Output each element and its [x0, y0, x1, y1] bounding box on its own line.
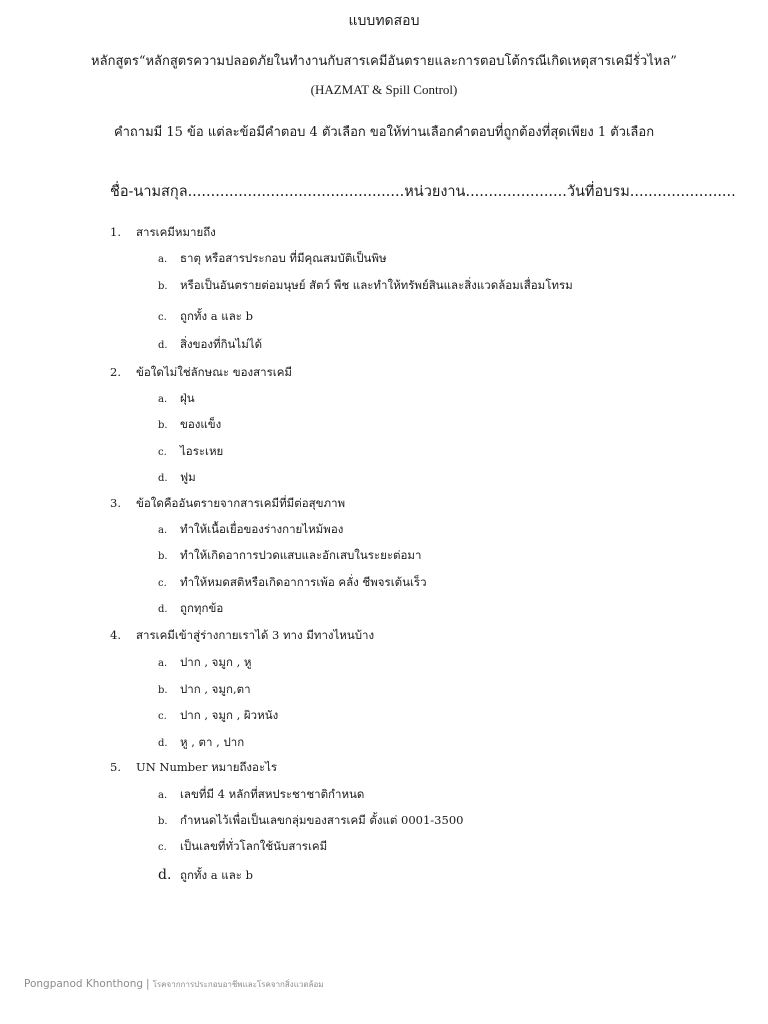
option-4a[interactable] — [158, 654, 252, 672]
question-2 — [110, 364, 292, 382]
option-letter: d. — [158, 473, 168, 484]
question-4 — [110, 627, 374, 645]
option-text: ปาก , จมูก , หู — [180, 655, 252, 669]
page-footer — [24, 978, 324, 991]
question-text: UN Number หมายถึงอะไร — [136, 760, 278, 774]
option-5c[interactable] — [158, 838, 327, 856]
option-1d[interactable] — [158, 336, 262, 354]
option-letter: a. — [158, 790, 168, 801]
option-text: ธาตุ หรือสารประกอบ ที่มีคุณสมบัติเป็นพิษ — [180, 251, 387, 265]
question-number: 1. — [110, 225, 121, 239]
date-label: วันที่อบรม — [566, 184, 630, 200]
option-text: ไอระเหย — [180, 444, 224, 458]
question-number: 4. — [110, 628, 121, 642]
question-text: ข้อใดไม่ใช่ลักษณะ ของสารเคมี — [136, 365, 292, 379]
option-text: ทำให้เนื้อเยื่อของร่างกายไหม้พอง — [180, 522, 344, 536]
option-text: ปาก , จมูก , ผิวหนัง — [180, 708, 279, 722]
option-text: ฝุ่น — [180, 391, 195, 405]
option-3b[interactable] — [158, 547, 421, 565]
question-number: 2. — [110, 365, 121, 379]
option-text: หรือเป็นอันตรายต่อมนุษย์ สัตว์ พืช และทำให้ทรัพย์สินและสิ่งแวดล้อมเสื่อมโทรม — [180, 278, 573, 292]
option-text: เป็นเลขที่ทั่วโลกใช้นับสารเคมี — [180, 839, 328, 853]
option-text: ปาก , จมูก,ตา — [180, 682, 251, 696]
question-5 — [110, 759, 277, 777]
option-1b[interactable] — [158, 277, 573, 295]
option-5d[interactable] — [158, 867, 253, 885]
option-letter: d. — [158, 340, 168, 351]
option-4d[interactable] — [158, 734, 244, 752]
option-letter: c. — [158, 312, 167, 323]
option-text: หู , ตา , ปาก — [180, 735, 245, 749]
option-text: กำหนดไว้เพื่อเป็นเลขกลุ่มของสารเคมี ตั้งแต่ 0001-3500 — [180, 813, 464, 827]
question-text: ข้อใดคืออันตรายจากสารเคมีที่มีต่อสุขภาพ — [136, 496, 346, 510]
option-text: ทำให้หมดสติหรือเกิดอาการเพ้อ คลั่ง ชีพจรเต้นเร็ว — [180, 575, 427, 589]
option-3c[interactable] — [158, 574, 427, 592]
name-blank[interactable]: ............................................... — [187, 184, 405, 200]
option-letter: a. — [158, 254, 168, 265]
option-letter: b. — [158, 816, 168, 827]
participant-info-line — [110, 180, 736, 203]
option-4c[interactable] — [158, 707, 278, 725]
option-2d[interactable] — [158, 469, 196, 487]
course-title: หลักสูตร“หลักสูตรความปลอดภัยในทำงานกับสารเคมีอันตรายและการตอบโต้กรณีเกิดเหตุสารเคมีรั่วไหล” — [91, 54, 677, 69]
option-text: สิ่งของที่กินไม่ได้ — [180, 337, 263, 351]
option-letter: c. — [158, 578, 167, 589]
option-letter: b. — [158, 685, 168, 696]
question-text: สารเคมีหมายถึง — [136, 225, 216, 239]
option-text: ทำให้เกิดอาการปวดแสบและอักเสบในระยะต่อมา — [180, 548, 422, 562]
option-letter: a. — [158, 658, 168, 669]
option-2a[interactable] — [158, 390, 195, 408]
option-text: ของแข็ง — [180, 417, 222, 431]
option-letter: b. — [158, 281, 168, 292]
option-letter: d. — [158, 738, 168, 749]
option-text: ถูกทุกข้อ — [180, 601, 224, 615]
option-letter: c. — [158, 711, 167, 722]
question-3 — [110, 495, 345, 513]
option-letter: c. — [158, 842, 167, 853]
question-text: สารเคมีเข้าสู่ร่างกายเราได้ 3 ทาง มีทางไหนบ้าง — [136, 628, 375, 642]
instruction-text: คำถามมี 15 ข้อ แต่ละข้อมีคำตอบ 4 ตัวเลือก ขอให้ท่านเลือกคำตอบที่ถูกต้องที่สุดเพียง 1 ตัวเลือก — [113, 125, 655, 140]
question-number: 5. — [110, 760, 121, 774]
option-5a[interactable] — [158, 786, 364, 804]
option-5b[interactable] — [158, 812, 463, 830]
question-1 — [110, 224, 216, 242]
footer-note: โรคจากการประกอบอาชีพและโรคจากสิ่งแวดล้อม — [152, 980, 324, 989]
option-3d[interactable] — [158, 600, 223, 618]
date-blank[interactable]: ....................... — [629, 184, 736, 200]
option-letter: a. — [158, 525, 168, 536]
unit-blank[interactable]: ...................... — [465, 184, 567, 200]
option-text: ถูกทั้ง a และ b — [180, 868, 253, 882]
question-number: 3. — [110, 496, 121, 510]
option-letter: b. — [158, 551, 168, 562]
option-letter: d. — [158, 604, 168, 615]
footer-separator: | — [146, 978, 150, 990]
option-letter: c. — [158, 447, 167, 458]
option-text: เลขที่มี 4 หลักที่สหประชาชาติกำหนด — [180, 787, 365, 801]
name-label: ชื่อ-นามสกุล — [110, 184, 188, 200]
option-text: ถูกทั้ง a และ b — [180, 309, 253, 323]
option-2c[interactable] — [158, 443, 223, 461]
option-1c[interactable] — [158, 308, 253, 326]
option-letter: b. — [158, 420, 168, 431]
option-2b[interactable] — [158, 416, 221, 434]
course-subtitle: (HAZMAT & Spill Control) — [310, 82, 458, 97]
option-3a[interactable] — [158, 521, 343, 539]
option-letter: a. — [158, 394, 168, 405]
option-letter: d. — [158, 867, 172, 883]
option-4b[interactable] — [158, 681, 251, 699]
page-title: แบบทดสอบ — [348, 13, 420, 29]
unit-label: หน่วยงาน — [404, 184, 466, 200]
footer-author: Pongpanod Khonthong — [24, 978, 144, 990]
option-text: ฟูม — [180, 470, 196, 484]
option-1a[interactable] — [158, 250, 387, 268]
